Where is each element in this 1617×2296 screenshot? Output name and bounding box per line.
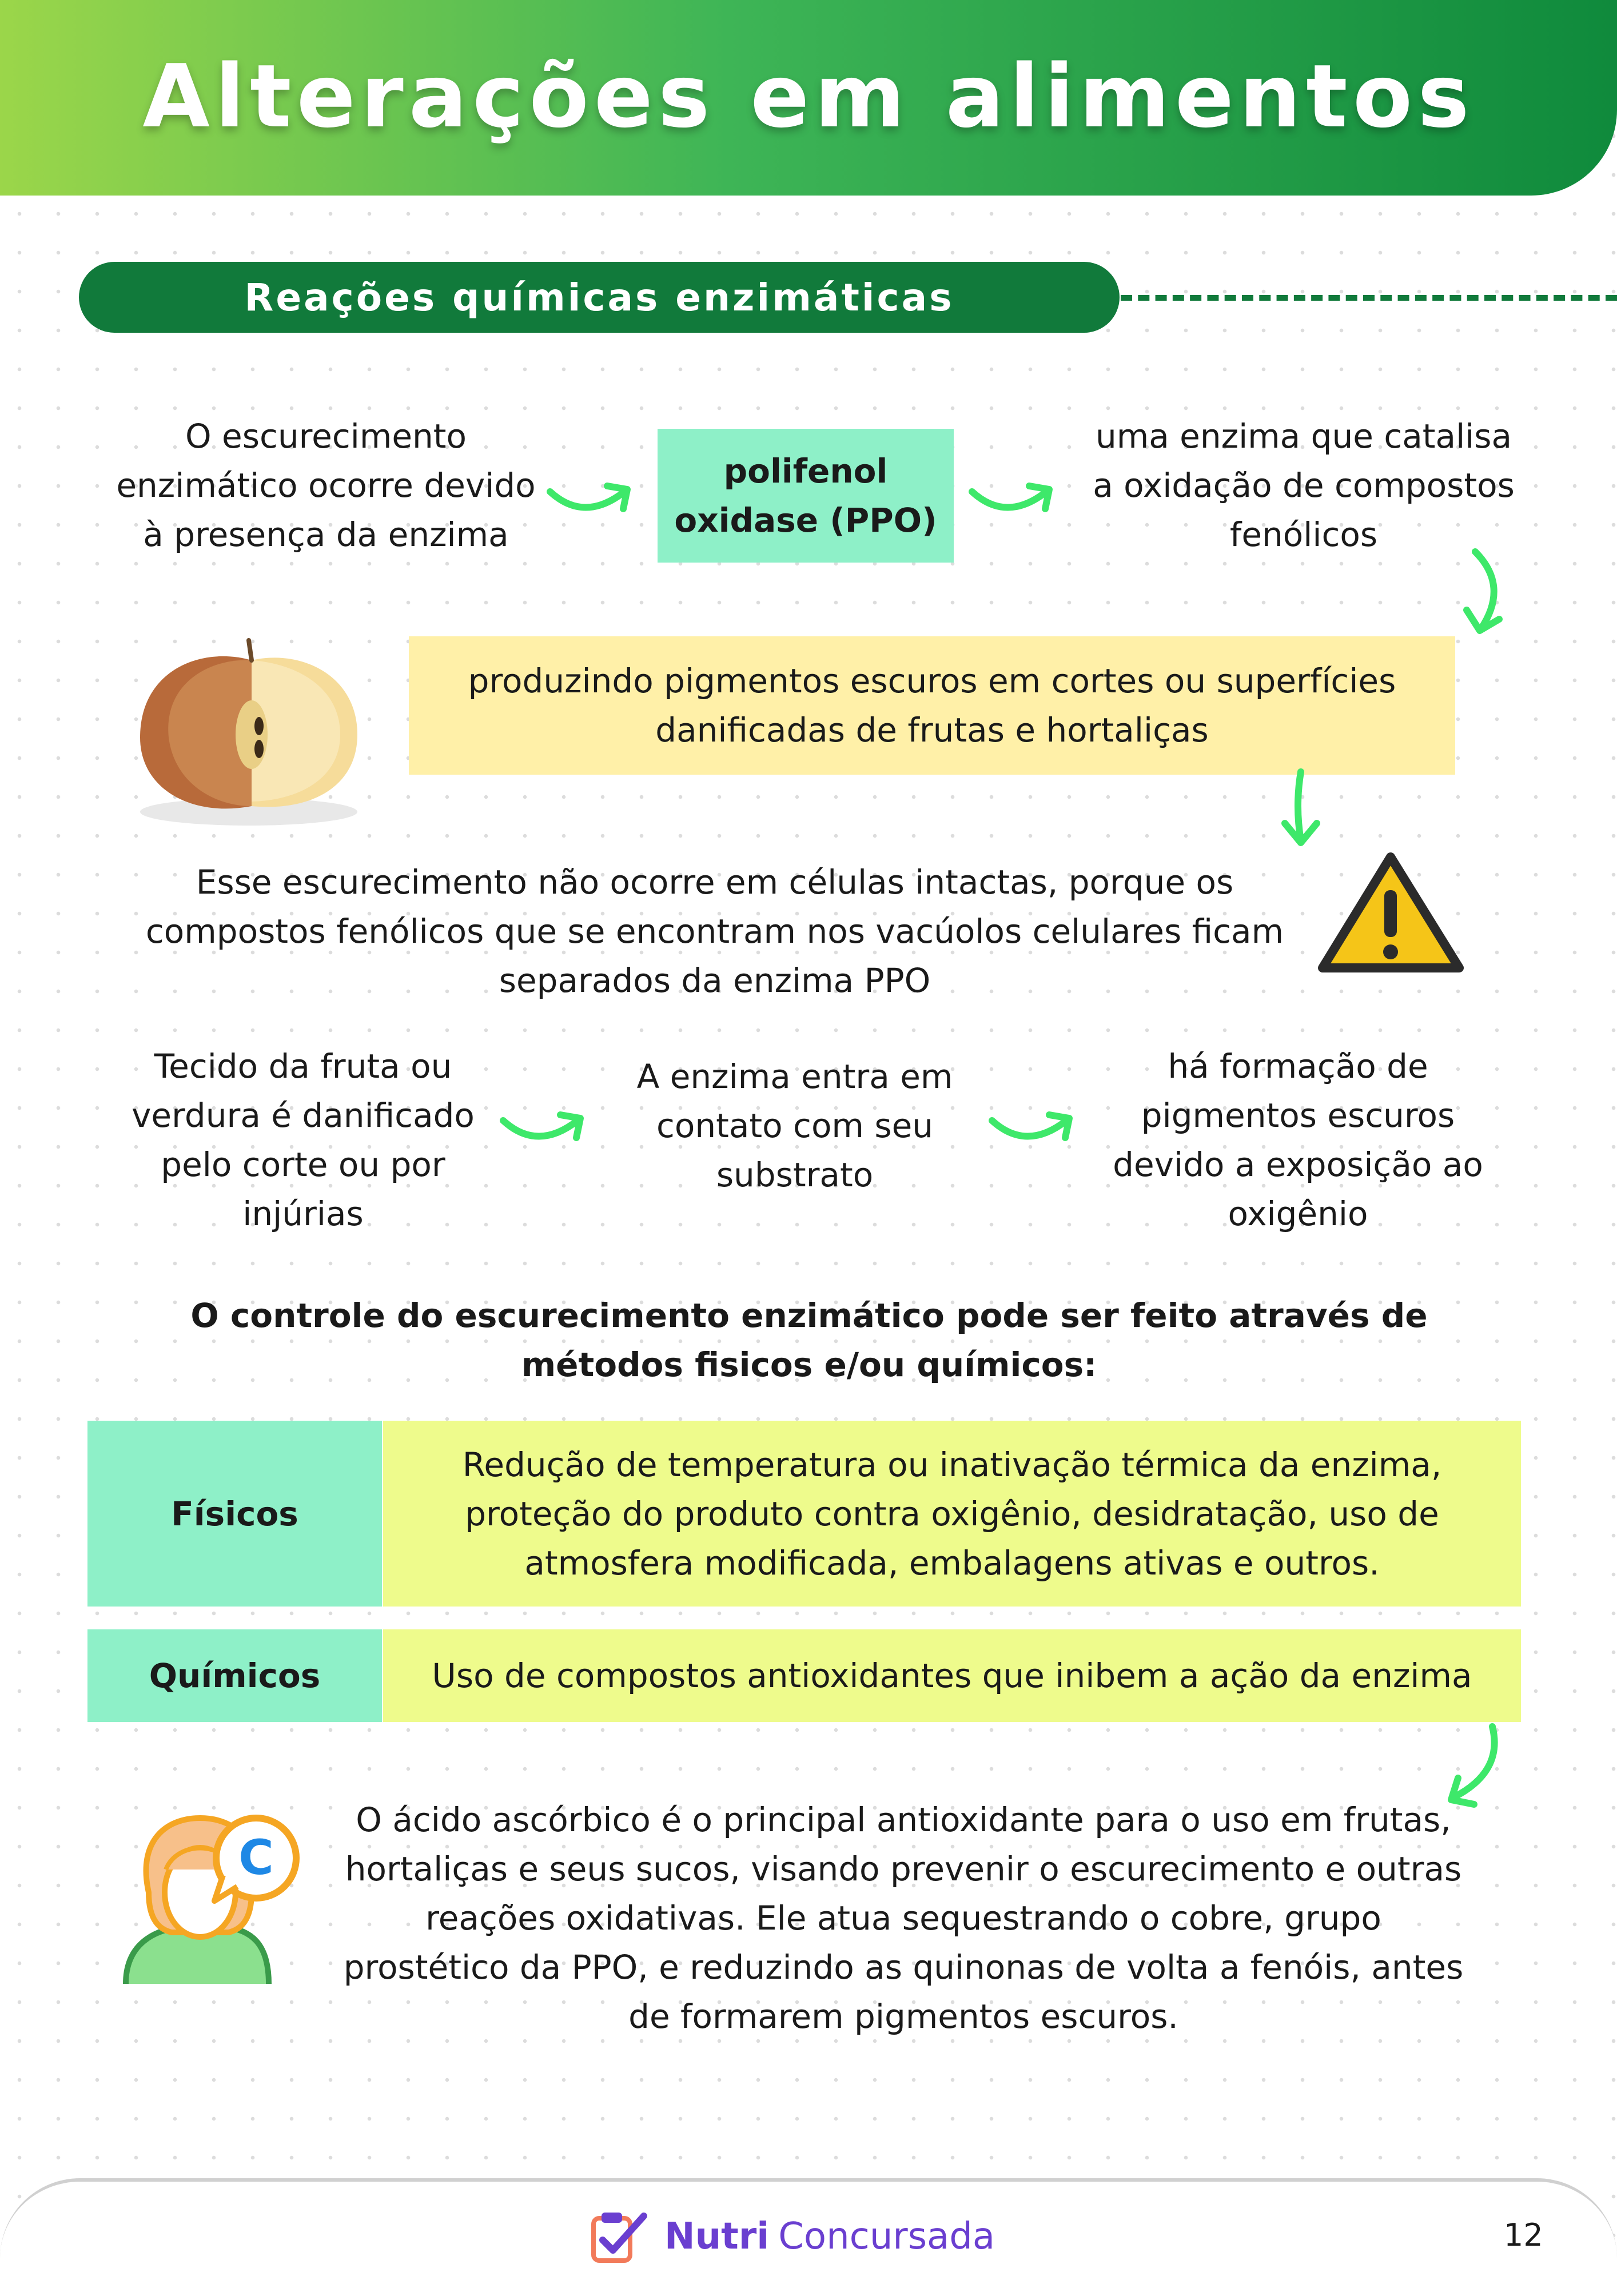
step1-text: Tecido da fruta ou verdura é danificado pelo corte ou por injúrias bbox=[132, 1047, 475, 1233]
vitamin-badge-letter: C bbox=[238, 1829, 274, 1886]
result-box bbox=[409, 636, 1455, 775]
brand-logo-icon bbox=[589, 2208, 652, 2265]
method-desc-text: Uso de compostos antioxidantes que inibem a ação da enzima bbox=[432, 1656, 1472, 1695]
note-text: Esse escurecimento não ocorre em células intactas, porque os compostos fenólicos que se encontram nos vacúolos celulares ficam separados da enzima PPO bbox=[145, 863, 1284, 1000]
brand bbox=[589, 2208, 995, 2265]
brand-name-bold: Nutri bbox=[664, 2215, 770, 2258]
method-desc-fisicos bbox=[383, 1421, 1521, 1607]
vitamin-text: O ácido ascórbico é o principal antioxidante para o uso em frutas, hortaliças e seus sucos, visando prevenir o escurecimento e outras reações oxidativas. Ele atua sequestrando o cobre, grupo prostético da PPO, e reduzindo as quinonas de volta a fenóis, antes de formarem pigmentos escuros. bbox=[343, 1800, 1464, 2036]
apple-image bbox=[129, 635, 369, 829]
warning-icon bbox=[1315, 849, 1467, 978]
ppo-box: polifenol oxidase (PPO) bbox=[658, 429, 954, 563]
curved-arrow-icon bbox=[497, 1098, 589, 1155]
step2-text: A enzima entra em contato com seu substrato bbox=[636, 1057, 953, 1194]
curved-arrow-icon bbox=[544, 469, 636, 526]
result-text: produzindo pigmentos escuros em cortes ou superfícies danificadas de frutas e hortaliças bbox=[468, 661, 1396, 750]
person-vitamin-c-icon bbox=[114, 1807, 309, 1990]
control-heading: O controle do escurecimento enzimático pode ser feito através de métodos fisicos e/ou químicos: bbox=[190, 1296, 1428, 1384]
method-label-quimicos: Químicos bbox=[87, 1629, 382, 1722]
step3-text: há formação de pigmentos escuros devido a exposição ao oxigênio bbox=[1113, 1047, 1483, 1233]
intro-text: O escurecimento enzimático ocorre devido à presença da enzima bbox=[116, 417, 536, 554]
page-number: 12 bbox=[1504, 2217, 1543, 2253]
section-title: Reações químicas enzimáticas bbox=[79, 262, 1120, 333]
curved-arrow-icon bbox=[986, 1098, 1078, 1155]
method-label-fisicos: Físicos bbox=[87, 1421, 382, 1607]
ppo-definition-text: uma enzima que catalisa a oxidação de compostos fenólicos bbox=[1093, 417, 1515, 554]
method-desc-quimicos bbox=[383, 1629, 1521, 1722]
curved-arrow-icon bbox=[966, 469, 1058, 526]
section-divider bbox=[1121, 295, 1617, 301]
page-title: Alterações em alimentos bbox=[142, 46, 1475, 147]
brand-name-light: Concursada bbox=[778, 2215, 995, 2258]
down-arrow-icon bbox=[1272, 766, 1329, 852]
method-desc-text: Redução de temperatura ou inativação térmica da enzima, proteção do produto contra oxigênio, desidratação, uso de atmosfera modificada, embalagens ativas e outros. bbox=[462, 1445, 1442, 1583]
curved-arrow-icon bbox=[1458, 546, 1515, 637]
